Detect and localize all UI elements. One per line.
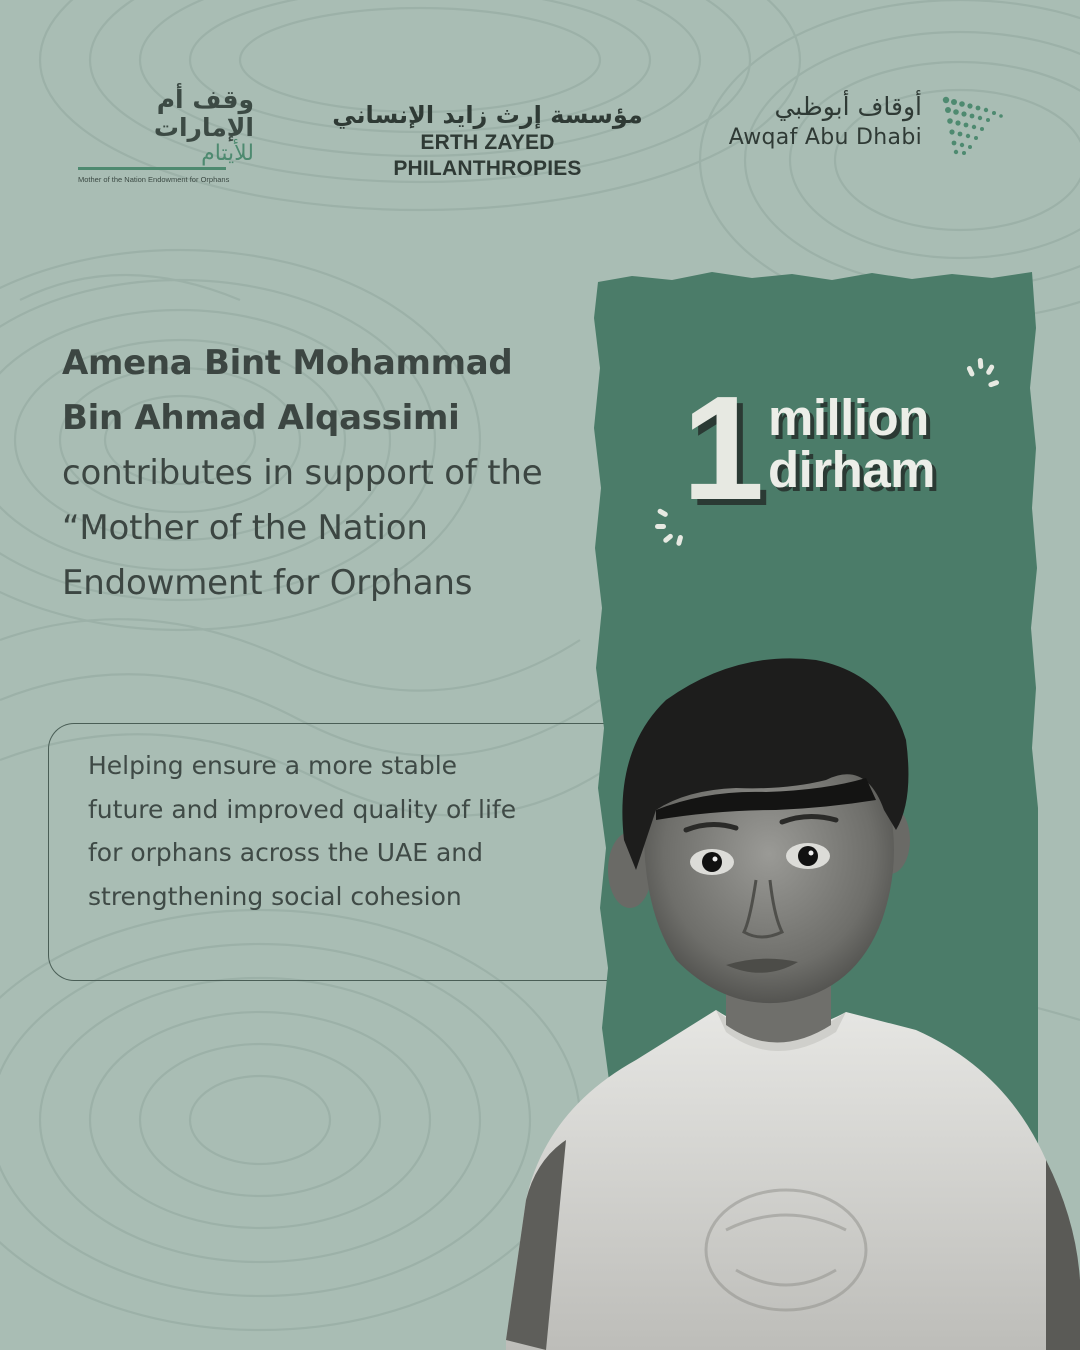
erth-logo-arabic: مؤسسة إرث زايد الإنساني xyxy=(332,101,643,129)
awqaf-logo-english: Awqaf Abu Dhabi xyxy=(728,125,922,150)
headline-description: contributes in support of the “Mother of the Nation Endowment for Orphans xyxy=(62,453,543,603)
erth-zayed-logo xyxy=(330,100,645,182)
amount-number: 1 xyxy=(682,366,761,531)
mother-logo-english: Mother of the Nation Endowment for Orphans xyxy=(78,175,230,184)
erth-logo-english: ERTH ZAYED PHILANTHROPIES xyxy=(393,131,582,180)
mother-logo-underline xyxy=(78,167,226,170)
amount-unit-dirham: dirham xyxy=(768,441,936,498)
headline xyxy=(62,336,572,611)
mother-logo-arabic-line2: للأيتام xyxy=(201,141,254,166)
info-box-text: Helping ensure a more stable future and improved quality of life for orphans across the UAE and strengthening social cohesion xyxy=(88,751,517,911)
donor-name: Amena Bint Mohammad Bin Ahmad Alqassimi xyxy=(62,343,513,438)
awqaf-logo-arabic: أوقاف أبوظبي xyxy=(774,92,922,121)
child-portrait-photo xyxy=(486,640,1080,1350)
awqaf-dots-mark-icon xyxy=(938,94,1004,156)
sparkle-accent-icon xyxy=(654,506,694,550)
awqaf-logo xyxy=(712,90,922,152)
sparkle-accent-icon xyxy=(962,356,1004,396)
mother-of-nation-logo xyxy=(78,86,254,184)
mother-logo-arabic-line1: وقف أم الإمارات xyxy=(153,85,254,142)
amount-unit-million: million xyxy=(768,389,929,446)
